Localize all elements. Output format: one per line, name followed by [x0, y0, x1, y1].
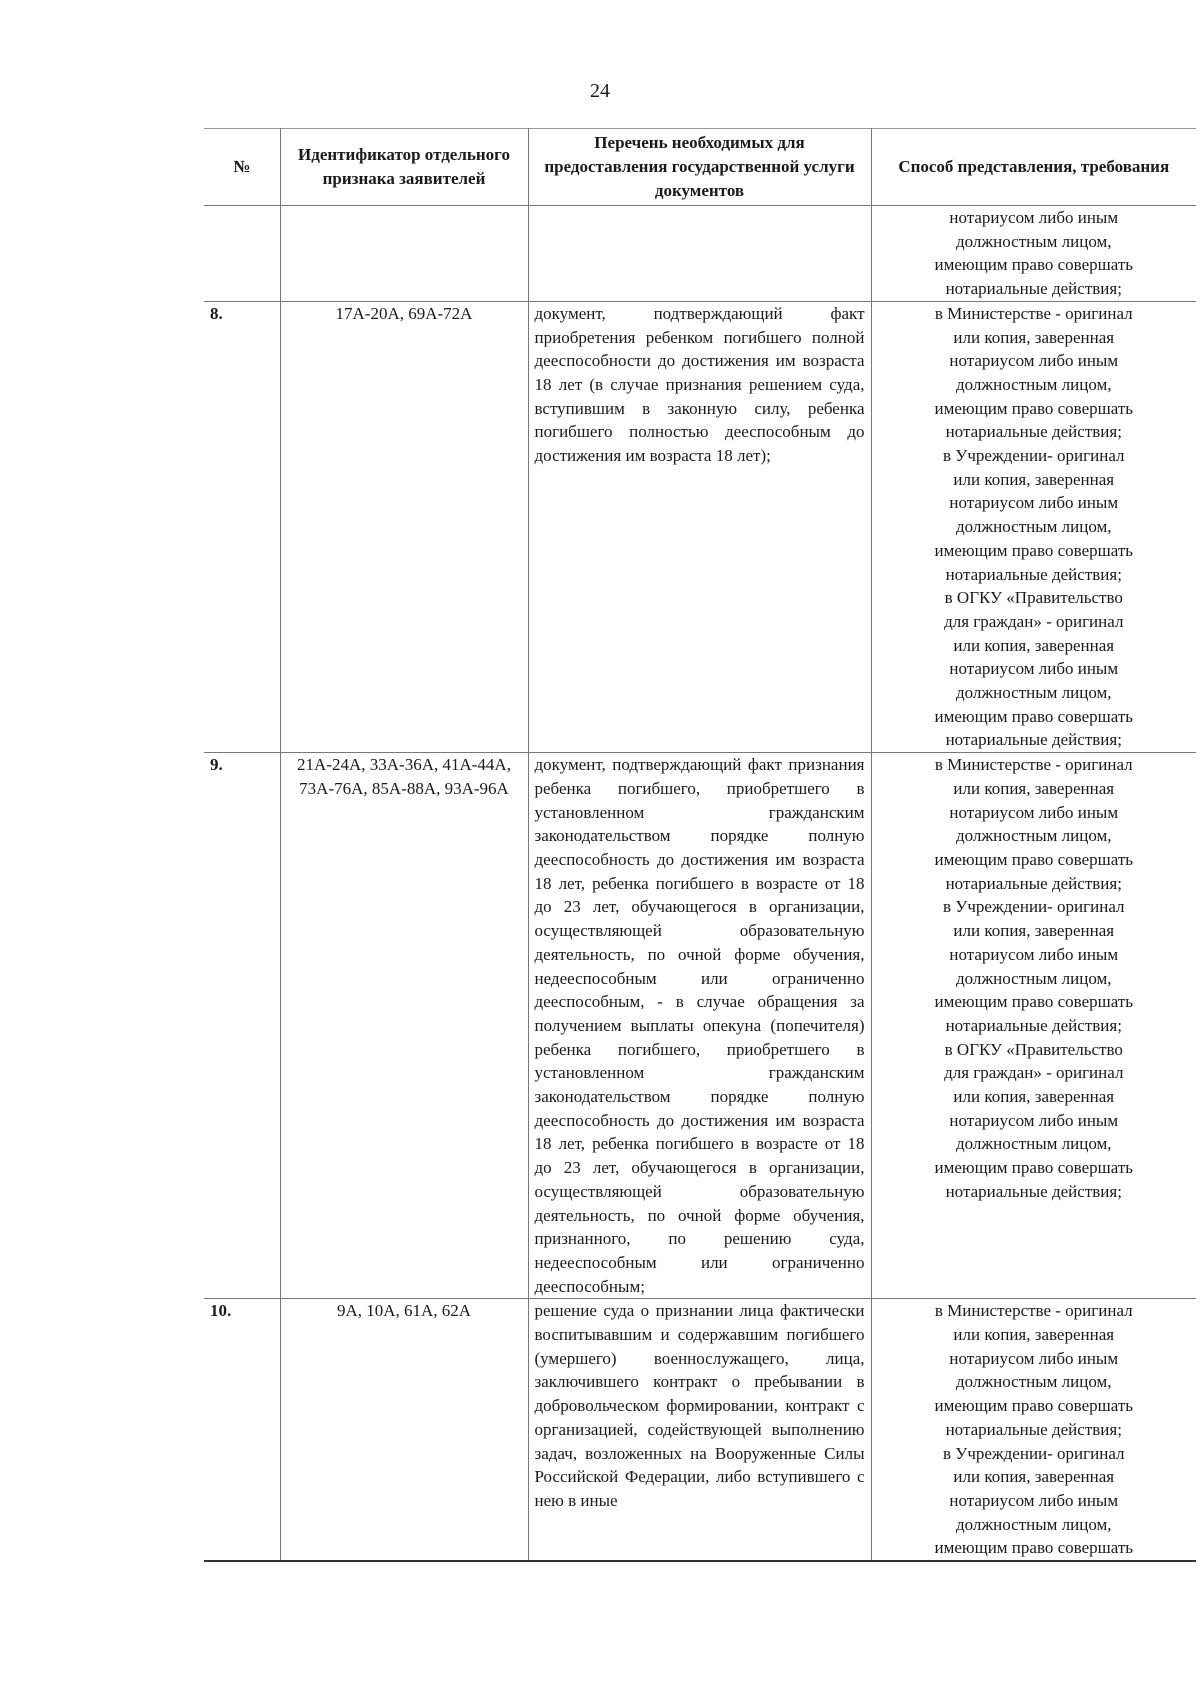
method-line: или копия, заверенная	[953, 1467, 1115, 1487]
method-line: или копия, заверенная	[953, 1087, 1115, 1107]
table-row-continuation	[204, 206, 1196, 302]
cell-method	[871, 1299, 1196, 1561]
table-row	[204, 301, 1196, 752]
table-row	[204, 753, 1196, 1299]
method-line: нотариусом либо иным	[949, 1348, 1119, 1368]
method-line: имеющим право совершать	[934, 1538, 1133, 1558]
method-line: нотариусом либо иным	[949, 351, 1119, 371]
method-line: в Министерстве - оригинал	[934, 1301, 1133, 1321]
header-method: Способ представления, требования	[871, 129, 1196, 206]
method-line: должностным лицом,	[955, 231, 1112, 251]
method-line: нотариусом либо иным	[949, 1490, 1119, 1510]
cell-method	[871, 753, 1196, 1299]
cell-identifiers: 9А, 10А, 61А, 62А	[280, 1299, 528, 1561]
method-line: нотариальные действия;	[945, 1015, 1122, 1035]
method-line: должностным лицом,	[955, 1514, 1112, 1534]
method-line: нотариусом либо иным	[949, 1110, 1119, 1130]
method-line: имеющим право совершать	[934, 992, 1133, 1012]
method-line: или копия, заверенная	[953, 635, 1115, 655]
method-line: нотариусом либо иным	[949, 493, 1119, 513]
cell-method	[871, 301, 1196, 752]
method-line: или копия, заверенная	[953, 921, 1115, 941]
cell-documents: решение суда о признании лица фактически воспитывавшим и содержавшим погибшего (умершего) военнослужащего, лица, заключившего контракт о пребывании в добровольческом формировании, контракт с организацией, содействующей выполнению задач, возложенных на Вооруженные Силы Российской Федерации, либо вступившего с нею в иные	[528, 1299, 871, 1561]
cell-number	[204, 206, 280, 302]
method-line: в ОГКУ «Правительство	[944, 1039, 1123, 1059]
method-line: должностным лицом,	[955, 826, 1112, 846]
cell-method	[871, 206, 1196, 302]
method-line: нотариусом либо иным	[949, 208, 1119, 227]
method-line: нотариальные действия;	[945, 422, 1122, 442]
method-line: нотариальные действия;	[945, 730, 1122, 750]
method-line: в Учреждении- оригинал	[943, 897, 1125, 917]
method-line: имеющим право совершать	[934, 1396, 1133, 1416]
method-line: имеющим право совершать	[934, 255, 1133, 275]
method-line: должностным лицом,	[955, 374, 1112, 394]
table-header-row	[204, 129, 1196, 206]
method-line: нотариусом либо иным	[949, 802, 1119, 822]
method-line: нотариальные действия;	[945, 873, 1122, 893]
method-line: для граждан» - оригинал	[944, 1063, 1124, 1083]
header-documents: Перечень необходимых для предоставления государственной услуги документов	[528, 129, 871, 206]
method-line: или копия, заверенная	[953, 1325, 1115, 1345]
method-line: имеющим право совершать	[934, 398, 1133, 418]
method-line: или копия, заверенная	[953, 778, 1115, 798]
method-line: должностным лицом,	[955, 517, 1112, 537]
cell-identifiers: 17А-20А, 69А-72А	[280, 301, 528, 752]
cell-identifiers	[280, 206, 528, 302]
cell-documents	[528, 206, 871, 302]
method-line: в ОГКУ «Правительство	[944, 588, 1123, 608]
method-line: для граждан» - оригинал	[944, 611, 1124, 631]
header-number: №	[204, 129, 280, 206]
method-line: или копия, заверенная	[953, 469, 1115, 489]
method-line: нотариусом либо иным	[949, 944, 1119, 964]
method-line: нотариусом либо иным	[949, 659, 1119, 679]
method-line: или копия, заверенная	[953, 327, 1115, 347]
header-identifier: Идентификатор отдельного признака заявителей	[280, 129, 528, 206]
method-line: имеющим право совершать	[934, 706, 1133, 726]
cell-documents: документ, подтверждающий факт приобретения ребенком погибшего полной дееспособности до достижения им возраста 18 лет (в случае признания решением суда, вступившим в законную силу, ребенка погибшего полностью дееспособным до достижения им возраста 18 лет);	[528, 301, 871, 752]
method-line: нотариальные действия;	[945, 279, 1122, 299]
method-line: должностным лицом,	[955, 1372, 1112, 1392]
cell-number: 10.	[204, 1299, 280, 1561]
method-line: в Министерстве - оригинал	[934, 303, 1133, 323]
cell-identifiers: 21А-24А, 33А-36А, 41А-44А, 73А-76А, 85А-88А, 93А-96А	[280, 753, 528, 1299]
method-line: в Министерстве - оригинал	[934, 755, 1133, 775]
method-line: нотариальные действия;	[945, 1181, 1122, 1201]
method-line: имеющим право совершать	[934, 1158, 1133, 1178]
method-line: нотариальные действия;	[945, 1419, 1122, 1439]
method-line: должностным лицом,	[955, 683, 1112, 703]
method-line: имеющим право совершать	[934, 849, 1133, 869]
cell-documents: документ, подтверждающий факт признания ребенка погибшего, приобретшего в установленном гражданским законодательством порядке полную дееспособность до достижения им возраста 18 лет, ребенка погибшего в возрасте от 18 до 23 лет, обучающегося в организации, осуществляющей образовательную деятельность, по очной форме обучения, недееспособным или ограниченно дееспособным, - в случае обращения за получением выплаты опекуна (попечителя) ребенка погибшего, приобретшего в установленном гражданским законодательством порядке полную дееспособность до достижения им возраста 18 лет, ребенка погибшего в возрасте от 18 до 23 лет, обучающегося в организации, осуществляющей образовательную деятельность, по очной форме обучения, признанного, по решению суда, недееспособным или ограниченно дееспособным;	[528, 753, 871, 1299]
page-number: 24	[590, 80, 610, 102]
method-line: в Учреждении- оригинал	[943, 1443, 1125, 1463]
method-line: должностным лицом,	[955, 1134, 1112, 1154]
method-line: нотариальные действия;	[945, 564, 1122, 584]
method-line: в Учреждении- оригинал	[943, 446, 1125, 466]
cell-number: 9.	[204, 753, 280, 1299]
table-row	[204, 1299, 1196, 1561]
method-line: имеющим право совершать	[934, 540, 1133, 560]
cell-number: 8.	[204, 301, 280, 752]
method-line: должностным лицом,	[955, 968, 1112, 988]
requirements-table	[204, 128, 1196, 1562]
